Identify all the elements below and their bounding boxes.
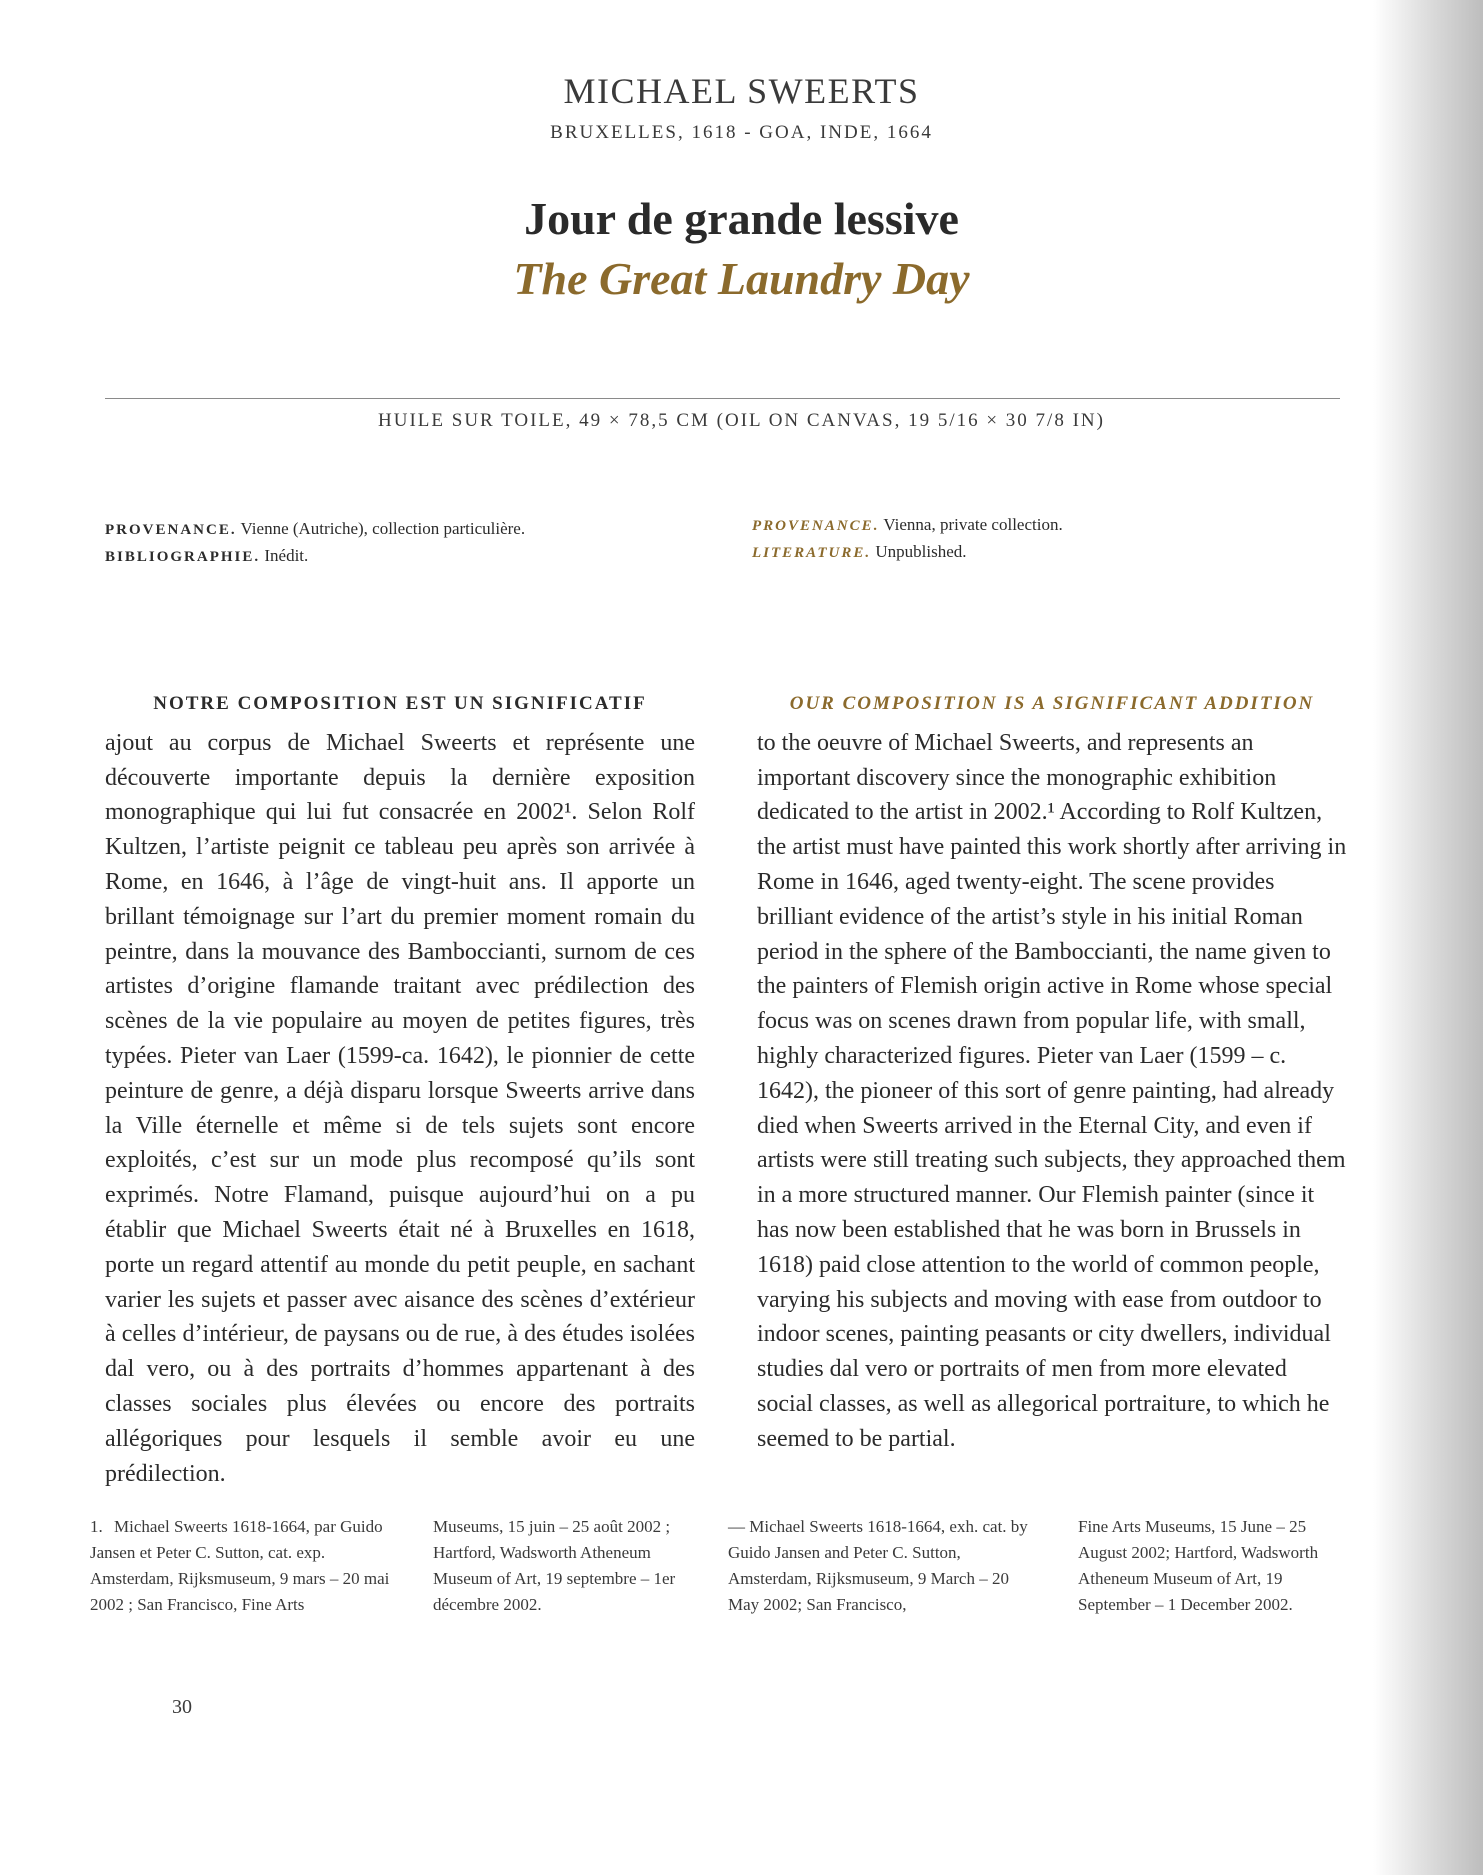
body-column-french bbox=[105, 687, 695, 1491]
provenance-english bbox=[752, 512, 1063, 566]
footnote-number: 1. bbox=[90, 1517, 103, 1536]
footnote-text: Michael Sweerts 1618-1664, exh. cat. by Guido Jansen and Peter C. Sutton, Amsterdam, Rijksmuseum, 9 March – 20 May 2002; San Francisco, bbox=[728, 1517, 1028, 1614]
artist-dates: BRUXELLES, 1618 - GOA, INDE, 1664 bbox=[550, 122, 933, 143]
artist-header bbox=[0, 70, 1483, 144]
title-french: Jour de grande lessive bbox=[524, 193, 959, 244]
bibliography-text: Inédit. bbox=[264, 546, 309, 565]
page-number: 30 bbox=[172, 1696, 192, 1718]
literature-text: Unpublished. bbox=[875, 542, 967, 561]
provenance-text: Vienna, private collection. bbox=[883, 515, 1063, 534]
bibliography-label: BIBLIOGRAPHIE. bbox=[105, 549, 261, 565]
divider-rule bbox=[105, 398, 1340, 399]
lead-heading: NOTRE COMPOSITION EST UN SIGNIFICATIF bbox=[153, 693, 647, 714]
artist-name: MICHAEL SWEERTS bbox=[563, 71, 920, 111]
medium-dimensions: HUILE SUR TOILE, 49 × 78,5 CM (OIL ON CANVAS, 19 5/16 × 30 7/8 IN) bbox=[378, 410, 1105, 431]
footnote-french-continued: Museums, 15 juin – 25 août 2002 ; Hartford, Wadsworth Atheneum Museum of Art, 19 septembre – 1er décembre 2002. bbox=[433, 1517, 676, 1614]
lead-heading: OUR COMPOSITION IS A SIGNIFICANT ADDITION bbox=[789, 693, 1315, 714]
provenance-label: PROVENANCE. bbox=[752, 518, 880, 534]
body-column-english bbox=[757, 687, 1347, 1457]
provenance-text: Vienne (Autriche), collection particulière. bbox=[240, 519, 526, 538]
body-paragraph: ajout au corpus de Michael Sweerts et représente une découverte importante depuis la dernière exposition monographique qui lui fut consacrée en 2002¹. Selon Rolf Kultzen, l’artiste peignit ce tableau peu après son arrivée à Rome, en 1646, à l’âge de vingt-huit ans. Il apporte un brillant témoignage sur l’art du premier moment romain du peintre, dans la mouvance des Bamboccianti, surnom de ces artistes d’origine flamande traitant avec prédilection des scènes de la vie populaire au moyen de petites figures, très typées. Pieter van Laer (1599-ca. 1642), le pionnier de cette peinture de genre, a déjà disparu lorsque Sweerts arrive dans la Ville éternelle et même si de tels sujets sont encore exploités, c’est sur un mode plus recomposé qu’ils sont exprimés. Notre Flamand, puisque aujourd’hui on a pu établir que Michael Sweerts était né à Bruxelles en 1618, porte un regard attentif au monde du petit peuple, en sachant varier les sujets et passer avec aisance des scènes d’extérieur à celles d’intérieur, de paysans ou de rue, à des études isolées dal vero, ou à des portraits d’hommes appartenant à des classes sociales plus élevées ou encore des portraits allégoriques pour lesquels il semble avoir eu une prédilection. bbox=[105, 729, 695, 1487]
footnote-french bbox=[90, 1514, 390, 1618]
footnote-dash: — bbox=[728, 1517, 745, 1536]
title-english: The Great Laundry Day bbox=[513, 253, 970, 304]
footnote-english-continued: Fine Arts Museums, 15 June – 25 August 2002; Hartford, Wadsworth Atheneum Museum of Art, 19 September – 1 December 2002. bbox=[1078, 1517, 1319, 1614]
provenance-french bbox=[105, 516, 525, 570]
footnote-english bbox=[728, 1514, 1028, 1618]
body-paragraph: to the oeuvre of Michael Sweerts, and represents an important discovery since the monographic exhibition dedicated to the artist in 2002.¹ According to Rolf Kultzen, the artist must have painted this work shortly after arriving in Rome in 1646, aged twenty-eight. The scene provides brilliant evidence of the artist’s style in his initial Roman period in the sphere of the Bamboccianti, the name given to the painters of Flemish origin active in Rome whose special focus was on scenes drawn from popular life, with small, highly characterized figures. Pieter van Laer (1599 – c. 1642), the pioneer of this sort of genre painting, had already died when Sweerts arrived in the Eternal City, and even if artists were still treating such subjects, they approached them in a more structured manner. Our Flemish painter (since it has now been established that he was born in Brussels in 1618) paid close attention to the world of common people, varying his subjects and moving with ease from outdoor to indoor scenes, painting peasants or city dwellers, individual studies dal vero or portraits of men from more elevated social classes, as well as allegorical portraiture, to which he seemed to be partial. bbox=[757, 729, 1347, 1452]
provenance-label: PROVENANCE. bbox=[105, 522, 237, 538]
footnote-text: Michael Sweerts 1618-1664, par Guido Jansen et Peter C. Sutton, cat. exp. Amsterdam, Rijksmuseum, 9 mars – 20 mai 2002 ; San Francisco, Fine Arts bbox=[90, 1517, 390, 1614]
literature-label: LITERATURE. bbox=[752, 545, 872, 561]
